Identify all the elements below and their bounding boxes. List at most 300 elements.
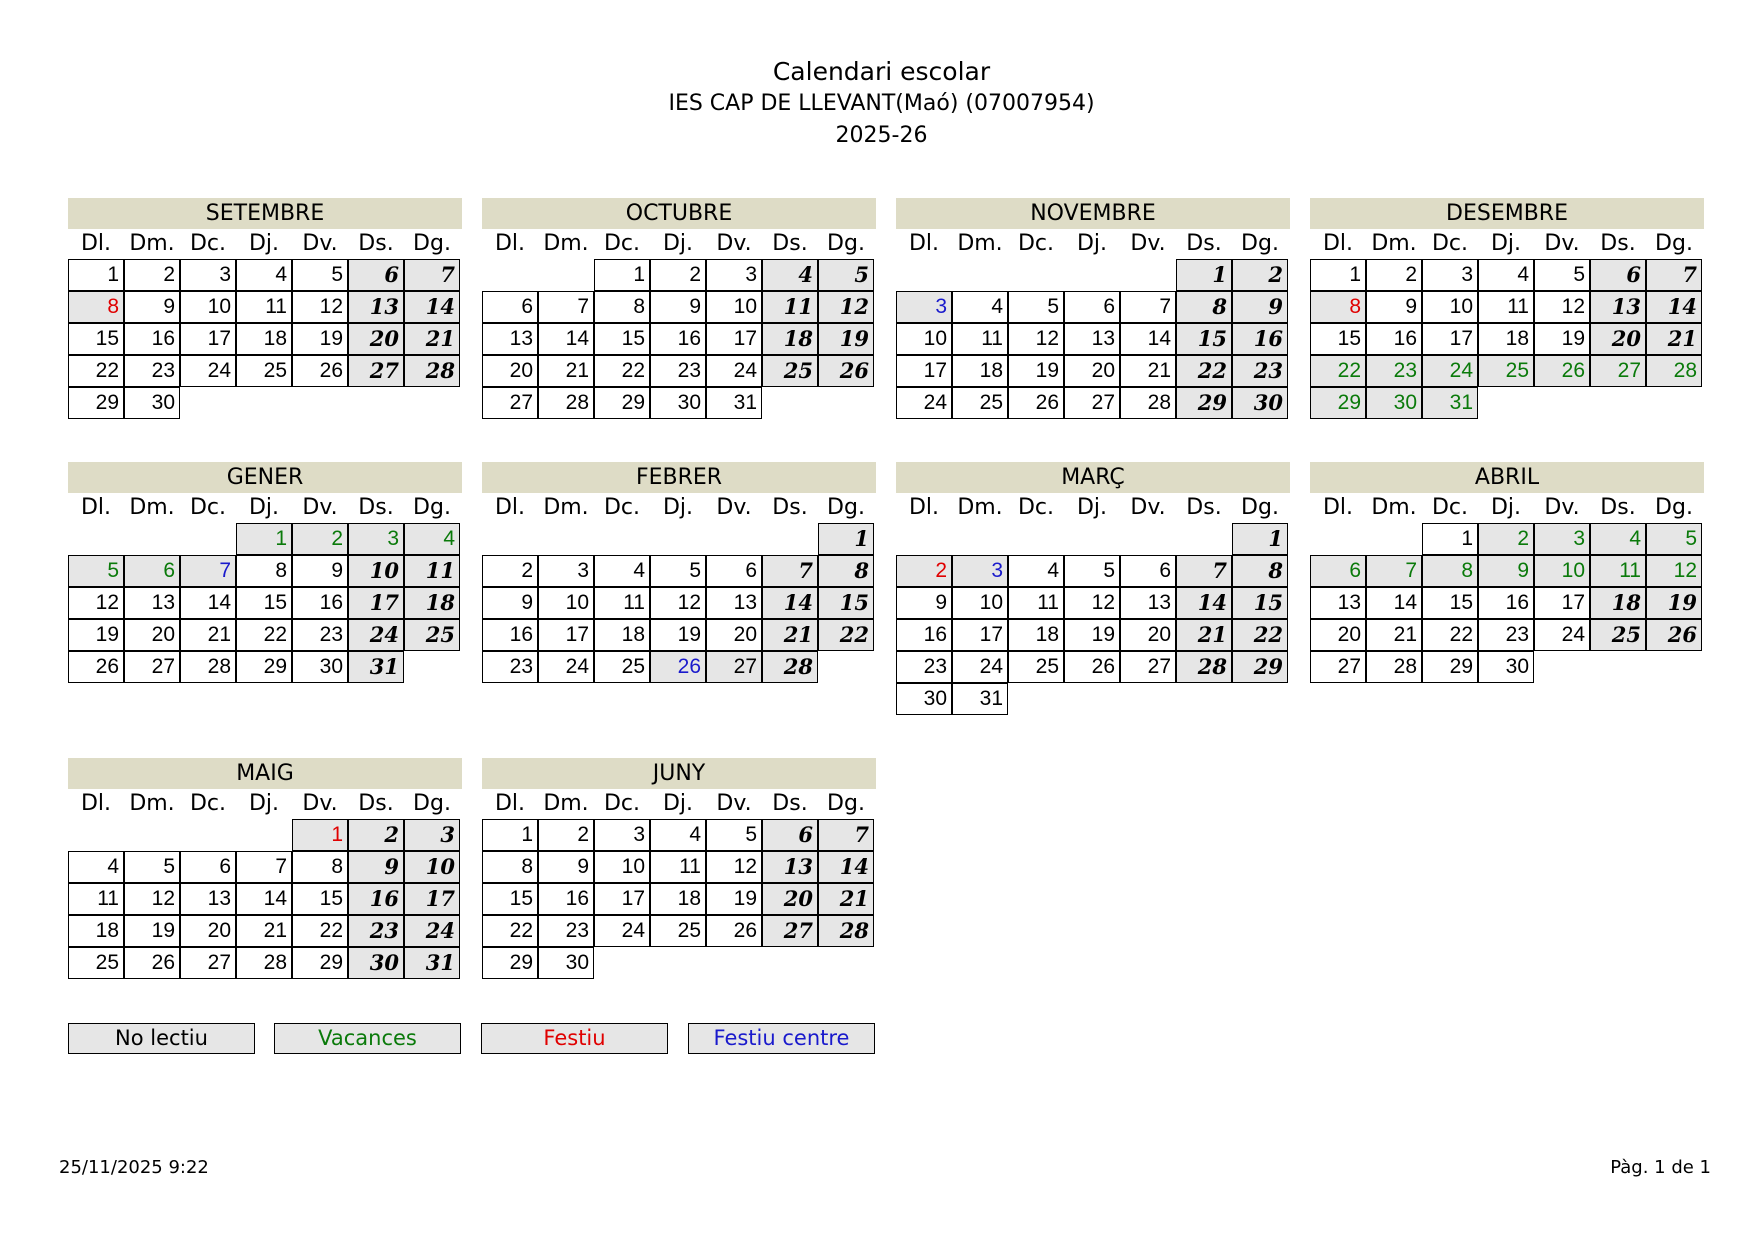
- weekday-header: [896, 493, 1290, 523]
- day-cell: 9: [1366, 291, 1422, 323]
- day-cell: 26: [1064, 651, 1120, 683]
- weekday-label: Dv.: [1130, 495, 1166, 520]
- day-cell: 23: [650, 355, 706, 387]
- day-cell: 25: [1008, 651, 1064, 683]
- day-cell: 28: [1176, 651, 1232, 683]
- weekday-label: Dm.: [543, 231, 589, 256]
- day-cell: 2: [896, 555, 952, 587]
- month-name: GENER: [68, 462, 462, 493]
- day-cell: 16: [538, 883, 594, 915]
- day-cell: 22: [818, 619, 874, 651]
- day-cell: 1: [594, 259, 650, 291]
- day-cell: 1: [1310, 259, 1366, 291]
- day-cell: 25: [1478, 355, 1534, 387]
- day-cell: 25: [404, 619, 460, 651]
- day-cell: 18: [236, 323, 292, 355]
- weekday-label: Dg.: [1655, 231, 1693, 256]
- day-cell: 22: [594, 355, 650, 387]
- day-cell: 9: [1478, 555, 1534, 587]
- day-cell: 1: [482, 819, 538, 851]
- day-cell: 5: [292, 259, 348, 291]
- day-cell: 17: [594, 883, 650, 915]
- day-cell: 3: [404, 819, 460, 851]
- day-cell: 19: [68, 619, 124, 651]
- day-cell: 6: [1310, 555, 1366, 587]
- weekday-header: [1310, 229, 1704, 259]
- day-cell: 10: [706, 291, 762, 323]
- day-cell: 13: [1120, 587, 1176, 619]
- day-cell: 29: [594, 387, 650, 419]
- day-cell: 30: [896, 683, 952, 715]
- day-cell: 30: [1232, 387, 1288, 419]
- day-cell: 24: [538, 651, 594, 683]
- month-març: [896, 462, 1290, 710]
- weekday-label: Dl.: [80, 495, 112, 520]
- day-cell: 14: [1120, 323, 1176, 355]
- day-cell: 4: [952, 291, 1008, 323]
- day-cell: 30: [1366, 387, 1422, 419]
- weekday-label: Dl.: [494, 231, 526, 256]
- day-cell: 2: [124, 259, 180, 291]
- day-cell: 31: [404, 947, 460, 979]
- weekday-label: Dl.: [494, 791, 526, 816]
- day-cell: 22: [1422, 619, 1478, 651]
- weekday-label: Ds.: [772, 231, 808, 256]
- day-cell: 13: [1064, 323, 1120, 355]
- day-cell: 13: [706, 587, 762, 619]
- weekday-label: Dj.: [248, 231, 280, 256]
- day-cell: 20: [706, 619, 762, 651]
- day-cell: 24: [896, 387, 952, 419]
- day-cell: 27: [180, 947, 236, 979]
- weekday-label: Ds.: [1600, 231, 1636, 256]
- day-cell: 26: [1534, 355, 1590, 387]
- day-cell: 21: [180, 619, 236, 651]
- day-cell: 6: [348, 259, 404, 291]
- weekday-label: Dg.: [1241, 231, 1279, 256]
- day-cell: 24: [404, 915, 460, 947]
- day-cell: 7: [762, 555, 818, 587]
- day-cell: 23: [124, 355, 180, 387]
- weekday-label: Dj.: [1076, 231, 1108, 256]
- weekday-header: [896, 229, 1290, 259]
- day-cell: 26: [292, 355, 348, 387]
- day-cell: 4: [762, 259, 818, 291]
- day-cell: 7: [538, 291, 594, 323]
- day-cell: 31: [952, 683, 1008, 715]
- day-cell: 19: [650, 619, 706, 651]
- weekday-label: Dc.: [189, 495, 227, 520]
- weekday-label: Ds.: [772, 495, 808, 520]
- day-cell: 2: [292, 523, 348, 555]
- day-cell: 5: [818, 259, 874, 291]
- day-cell: 27: [1590, 355, 1646, 387]
- day-cell: 28: [1366, 651, 1422, 683]
- day-cell: 18: [68, 915, 124, 947]
- month-octubre: [482, 198, 876, 414]
- weekday-label: Dj.: [248, 791, 280, 816]
- weekday-label: Dm.: [957, 231, 1003, 256]
- month-setembre: [68, 198, 462, 414]
- weekday-label: Dc.: [1431, 495, 1469, 520]
- day-cell: 7: [818, 819, 874, 851]
- day-cell: 2: [348, 819, 404, 851]
- weekday-header: [482, 789, 876, 819]
- day-cell: 10: [1534, 555, 1590, 587]
- weekday-label: Dg.: [1655, 495, 1693, 520]
- day-cell: 25: [1590, 619, 1646, 651]
- day-cell: 11: [1590, 555, 1646, 587]
- legend-festiu-centre-label: Festiu centre: [713, 1026, 850, 1050]
- weekday-label: Dc.: [1017, 231, 1055, 256]
- day-cell: 13: [180, 883, 236, 915]
- day-cell: 8: [818, 555, 874, 587]
- day-cell: 16: [1366, 323, 1422, 355]
- day-cell: 5: [68, 555, 124, 587]
- weekday-label: Dg.: [413, 495, 451, 520]
- day-cell: 3: [594, 819, 650, 851]
- legend-festiu-centre: [688, 1023, 875, 1054]
- month-name: NOVEMBRE: [896, 198, 1290, 229]
- day-cell: 15: [1422, 587, 1478, 619]
- month-febrer: [482, 462, 876, 679]
- day-cell: 2: [1366, 259, 1422, 291]
- day-cell: 5: [1064, 555, 1120, 587]
- day-cell: 9: [292, 555, 348, 587]
- day-cell: 19: [1534, 323, 1590, 355]
- day-cell: 13: [124, 587, 180, 619]
- weekday-label: Dg.: [413, 791, 451, 816]
- weekday-label: Dl.: [908, 231, 940, 256]
- weekday-label: Dm.: [1371, 495, 1417, 520]
- day-cell: 11: [650, 851, 706, 883]
- day-cell: 5: [124, 851, 180, 883]
- day-cell: 18: [1590, 587, 1646, 619]
- weekday-label: Dg.: [827, 495, 865, 520]
- day-cell: 24: [1422, 355, 1478, 387]
- day-cell: 27: [1120, 651, 1176, 683]
- weekday-label: Ds.: [1186, 495, 1222, 520]
- day-cell: 1: [1176, 259, 1232, 291]
- day-cell: 11: [1478, 291, 1534, 323]
- weekday-label: Dl.: [80, 231, 112, 256]
- weekday-label: Dc.: [189, 791, 227, 816]
- day-cell: 3: [952, 555, 1008, 587]
- day-cell: 18: [650, 883, 706, 915]
- day-cell: 14: [762, 587, 818, 619]
- day-cell: 17: [952, 619, 1008, 651]
- weekday-label: Dj.: [662, 495, 694, 520]
- day-cell: 8: [236, 555, 292, 587]
- day-cell: 29: [1310, 387, 1366, 419]
- day-cell: 26: [124, 947, 180, 979]
- weekday-label: Ds.: [772, 791, 808, 816]
- day-cell: 27: [1064, 387, 1120, 419]
- month-name: OCTUBRE: [482, 198, 876, 229]
- weekday-label: Dl.: [908, 495, 940, 520]
- day-cell: 20: [348, 323, 404, 355]
- day-cell: 10: [896, 323, 952, 355]
- day-cell: 15: [818, 587, 874, 619]
- day-cell: 6: [124, 555, 180, 587]
- day-cell: 8: [1176, 291, 1232, 323]
- month-name: MAIG: [68, 758, 462, 789]
- legend-vacances: [274, 1023, 461, 1054]
- day-cell: 23: [482, 651, 538, 683]
- day-cell: 21: [1176, 619, 1232, 651]
- day-cell: 15: [482, 883, 538, 915]
- legend-no-lectiu-label: No lectiu: [115, 1026, 208, 1050]
- day-cell: 24: [594, 915, 650, 947]
- day-cell: 1: [1232, 523, 1288, 555]
- day-cell: 23: [1232, 355, 1288, 387]
- day-cell: 28: [762, 651, 818, 683]
- day-cell: 21: [818, 883, 874, 915]
- day-cell: 21: [236, 915, 292, 947]
- day-cell: 18: [762, 323, 818, 355]
- day-cell: 15: [68, 323, 124, 355]
- day-cell: 30: [292, 651, 348, 683]
- day-cell: 6: [706, 555, 762, 587]
- day-cell: 7: [180, 555, 236, 587]
- day-cell: 18: [952, 355, 1008, 387]
- day-cell: 28: [1120, 387, 1176, 419]
- weekday-label: Dv.: [1130, 231, 1166, 256]
- day-cell: 10: [1422, 291, 1478, 323]
- day-cell: 13: [1590, 291, 1646, 323]
- weekday-label: Dc.: [603, 791, 641, 816]
- weekday-label: Dc.: [603, 495, 641, 520]
- day-cell: 11: [594, 587, 650, 619]
- day-cell: 23: [1366, 355, 1422, 387]
- day-cell: 12: [1064, 587, 1120, 619]
- weekday-label: Dm.: [543, 791, 589, 816]
- weekday-header: [1310, 493, 1704, 523]
- weekday-label: Dv.: [1544, 495, 1580, 520]
- day-cell: 1: [292, 819, 348, 851]
- day-cell: 12: [1008, 323, 1064, 355]
- weekday-label: Dc.: [603, 231, 641, 256]
- day-cell: 15: [292, 883, 348, 915]
- day-cell: 7: [404, 259, 460, 291]
- day-cell: 9: [482, 587, 538, 619]
- day-cell: 13: [482, 323, 538, 355]
- day-cell: 16: [650, 323, 706, 355]
- weekday-header: [68, 229, 462, 259]
- weekday-label: Dj.: [1490, 231, 1522, 256]
- day-cell: 10: [594, 851, 650, 883]
- day-cell: 27: [482, 387, 538, 419]
- day-cell: 3: [1422, 259, 1478, 291]
- day-cell: 16: [124, 323, 180, 355]
- day-cell: 23: [292, 619, 348, 651]
- day-cell: 29: [1422, 651, 1478, 683]
- day-cell: 19: [818, 323, 874, 355]
- day-cell: 7: [1366, 555, 1422, 587]
- day-cell: 6: [482, 291, 538, 323]
- day-cell: 2: [1478, 523, 1534, 555]
- weekday-header: [68, 493, 462, 523]
- day-cell: 28: [236, 947, 292, 979]
- day-cell: 2: [482, 555, 538, 587]
- day-cell: 4: [1590, 523, 1646, 555]
- day-cell: 19: [1064, 619, 1120, 651]
- day-cell: 9: [348, 851, 404, 883]
- day-cell: 12: [650, 587, 706, 619]
- day-cell: 13: [1310, 587, 1366, 619]
- day-cell: 26: [1008, 387, 1064, 419]
- weekday-label: Dj.: [662, 791, 694, 816]
- day-cell: 18: [1478, 323, 1534, 355]
- weekday-label: Ds.: [358, 231, 394, 256]
- day-cell: 10: [538, 587, 594, 619]
- day-cell: 17: [348, 587, 404, 619]
- day-cell: 11: [762, 291, 818, 323]
- day-cell: 9: [1232, 291, 1288, 323]
- day-cell: 22: [68, 355, 124, 387]
- day-cell: 1: [818, 523, 874, 555]
- day-cell: 22: [482, 915, 538, 947]
- day-cell: 20: [1590, 323, 1646, 355]
- day-cell: 1: [1422, 523, 1478, 555]
- day-cell: 10: [952, 587, 1008, 619]
- day-cell: 30: [538, 947, 594, 979]
- day-cell: 4: [236, 259, 292, 291]
- day-cell: 20: [1310, 619, 1366, 651]
- day-cell: 24: [952, 651, 1008, 683]
- day-cell: 21: [1366, 619, 1422, 651]
- day-cell: 21: [1646, 323, 1702, 355]
- day-cell: 30: [348, 947, 404, 979]
- weekday-label: Dm.: [129, 791, 175, 816]
- day-cell: 22: [1176, 355, 1232, 387]
- month-name: JUNY: [482, 758, 876, 789]
- day-cell: 12: [68, 587, 124, 619]
- legend-vacances-label: Vacances: [318, 1026, 417, 1050]
- weekday-label: Ds.: [358, 791, 394, 816]
- day-cell: 22: [292, 915, 348, 947]
- day-cell: 11: [68, 883, 124, 915]
- weekday-header: [482, 493, 876, 523]
- month-abril: [1310, 462, 1704, 678]
- day-cell: 31: [706, 387, 762, 419]
- weekday-label: Dv.: [302, 495, 338, 520]
- month-desembre: [1310, 198, 1704, 414]
- day-cell: 30: [124, 387, 180, 419]
- day-cell: 26: [1646, 619, 1702, 651]
- weekday-label: Dg.: [827, 231, 865, 256]
- day-cell: 23: [1478, 619, 1534, 651]
- day-cell: 7: [1646, 259, 1702, 291]
- weekday-label: Dc.: [1017, 495, 1055, 520]
- day-cell: 14: [1176, 587, 1232, 619]
- day-cell: 16: [1232, 323, 1288, 355]
- day-cell: 8: [1310, 291, 1366, 323]
- day-cell: 22: [1232, 619, 1288, 651]
- weekday-label: Dj.: [1076, 495, 1108, 520]
- month-name: SETEMBRE: [68, 198, 462, 229]
- day-cell: 30: [650, 387, 706, 419]
- day-cell: 21: [538, 355, 594, 387]
- day-cell: 11: [236, 291, 292, 323]
- day-cell: 22: [236, 619, 292, 651]
- day-cell: 14: [1366, 587, 1422, 619]
- weekday-label: Dg.: [1241, 495, 1279, 520]
- day-cell: 9: [650, 291, 706, 323]
- weekday-label: Dl.: [1322, 231, 1354, 256]
- day-cell: 3: [180, 259, 236, 291]
- day-cell: 14: [404, 291, 460, 323]
- day-cell: 27: [124, 651, 180, 683]
- month-name: DESEMBRE: [1310, 198, 1704, 229]
- day-cell: 3: [348, 523, 404, 555]
- day-cell: 6: [1120, 555, 1176, 587]
- day-cell: 12: [1646, 555, 1702, 587]
- weekday-label: Dm.: [129, 495, 175, 520]
- day-cell: 14: [236, 883, 292, 915]
- day-cell: 17: [538, 619, 594, 651]
- day-cell: 20: [1120, 619, 1176, 651]
- weekday-label: Dl.: [1322, 495, 1354, 520]
- day-cell: 5: [1008, 291, 1064, 323]
- day-cell: 22: [1310, 355, 1366, 387]
- day-cell: 8: [292, 851, 348, 883]
- day-cell: 4: [1478, 259, 1534, 291]
- weekday-label: Dc.: [1431, 231, 1469, 256]
- day-cell: 15: [594, 323, 650, 355]
- weekday-label: Dv.: [716, 791, 752, 816]
- day-cell: 21: [404, 323, 460, 355]
- day-cell: 20: [1064, 355, 1120, 387]
- page-title: Calendari escolar: [772, 57, 991, 86]
- day-cell: 4: [404, 523, 460, 555]
- month-name: FEBRER: [482, 462, 876, 493]
- weekday-label: Dv.: [302, 231, 338, 256]
- day-cell: 5: [706, 819, 762, 851]
- day-cell: 21: [1120, 355, 1176, 387]
- day-cell: 11: [1008, 587, 1064, 619]
- day-cell: 2: [1232, 259, 1288, 291]
- day-cell: 4: [650, 819, 706, 851]
- day-cell: 6: [762, 819, 818, 851]
- day-cell: 5: [1646, 523, 1702, 555]
- day-cell: 4: [68, 851, 124, 883]
- weekday-header: [68, 789, 462, 819]
- weekday-label: Dg.: [827, 791, 865, 816]
- day-cell: 25: [594, 651, 650, 683]
- weekday-label: Dv.: [716, 495, 752, 520]
- weekday-label: Dg.: [413, 231, 451, 256]
- day-cell: 10: [404, 851, 460, 883]
- day-cell: 29: [1176, 387, 1232, 419]
- day-cell: 12: [1534, 291, 1590, 323]
- weekday-label: Dv.: [302, 791, 338, 816]
- weekday-label: Dl.: [494, 495, 526, 520]
- day-cell: 6: [1590, 259, 1646, 291]
- day-cell: 28: [538, 387, 594, 419]
- weekday-label: Dm.: [957, 495, 1003, 520]
- calendar-title-block: [0, 56, 1763, 152]
- day-cell: 29: [236, 651, 292, 683]
- day-cell: 29: [1232, 651, 1288, 683]
- day-cell: 7: [1176, 555, 1232, 587]
- month-juny: [482, 758, 876, 974]
- day-cell: 28: [404, 355, 460, 387]
- day-cell: 16: [1478, 587, 1534, 619]
- day-cell: 5: [1534, 259, 1590, 291]
- day-cell: 1: [68, 259, 124, 291]
- day-cell: 28: [818, 915, 874, 947]
